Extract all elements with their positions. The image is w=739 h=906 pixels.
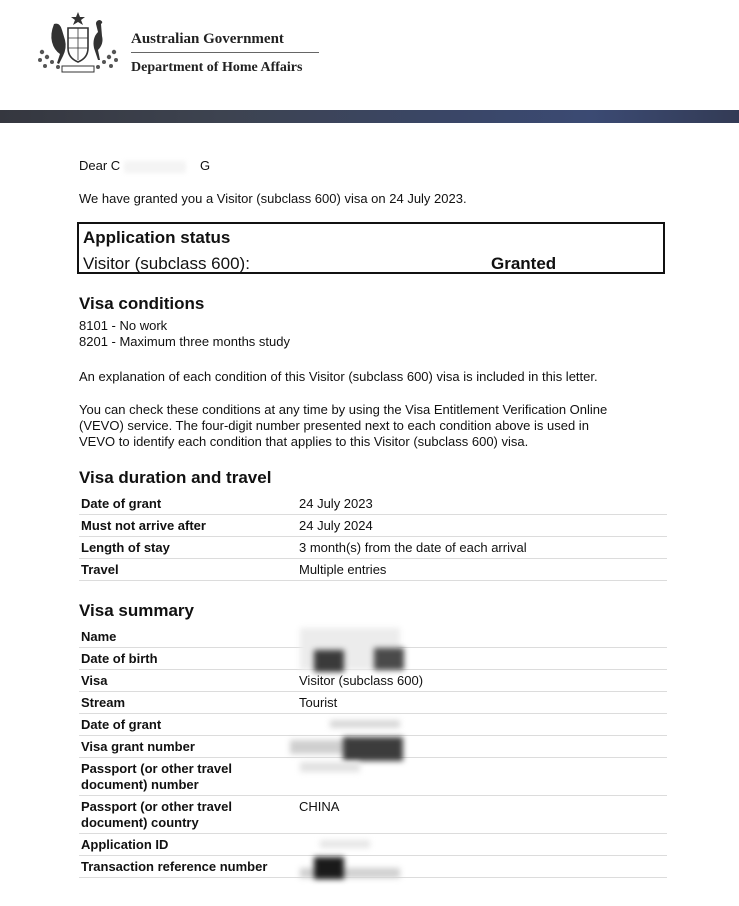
redaction [343, 737, 403, 761]
row-label: Transaction reference number [79, 856, 297, 878]
row-label: Length of stay [79, 537, 297, 559]
row-label: Visa grant number [79, 736, 297, 758]
row-label: Date of grant [79, 714, 297, 736]
department-label: Department of Home Affairs [131, 60, 303, 75]
greeting [79, 158, 186, 174]
table-row [79, 670, 667, 692]
status-heading: Application status [83, 228, 231, 247]
row-label: Date of birth [79, 648, 297, 670]
condition-item: 8201 - Maximum three months study [79, 334, 290, 349]
agency-divider [131, 52, 319, 53]
government-label: Australian Government [131, 31, 284, 47]
table-row [79, 692, 667, 714]
row-label: Stream [79, 692, 297, 714]
vevo-line-1: You can check these conditions at any time by using the Visa Entitlement Verification Online [79, 402, 608, 417]
conditions-explanation: An explanation of each condition of this Visitor (subclass 600) visa is included in this letter. [79, 369, 598, 384]
row-value: CHINA [297, 796, 667, 834]
letterhead [0, 0, 739, 100]
status-value: Granted [491, 254, 557, 273]
greeting-suffix: G [200, 158, 211, 173]
table-row [79, 559, 667, 581]
redaction [320, 840, 370, 848]
application-status-box [77, 222, 665, 274]
redaction [330, 720, 400, 728]
row-label: Passport (or other travel document) country [79, 796, 297, 834]
visa-conditions-heading: Visa conditions [79, 294, 205, 313]
status-visa-label: Visitor (subclass 600): [83, 254, 250, 273]
row-value: Tourist [297, 692, 667, 714]
table-row [79, 537, 667, 559]
table-row [79, 515, 667, 537]
row-value: Visitor (subclass 600) [297, 670, 667, 692]
redaction [300, 762, 360, 772]
row-label: Date of grant [79, 493, 297, 515]
redaction [290, 740, 350, 754]
grant-statement: We have granted you a Visitor (subclass 600) visa on 24 July 2023. [79, 191, 467, 206]
redaction [314, 650, 344, 672]
row-value: Multiple entries [297, 559, 667, 581]
row-label: Application ID [79, 834, 297, 856]
table-row [79, 796, 667, 834]
row-value: 3 month(s) from the date of each arrival [297, 537, 667, 559]
greeting-prefix: Dear C [79, 158, 121, 173]
visa-duration-heading: Visa duration and travel [79, 468, 272, 487]
redaction [314, 857, 344, 879]
coat-of-arms-icon [32, 10, 124, 76]
vevo-line-2: (VEVO) service. The four-digit number presented next to each condition above is used in [79, 418, 589, 433]
condition-item: 8101 - No work [79, 318, 168, 333]
table-row [79, 758, 667, 796]
redaction [374, 648, 404, 670]
table-row [79, 834, 667, 856]
visa-summary-heading: Visa summary [79, 601, 194, 620]
row-label: Travel [79, 559, 297, 581]
row-value: 24 July 2024 [297, 515, 667, 537]
duration-table [79, 493, 667, 581]
table-row [79, 493, 667, 515]
row-label: Must not arrive after [79, 515, 297, 537]
redacted-name [124, 161, 186, 173]
header-band [0, 110, 739, 123]
row-label: Visa [79, 670, 297, 692]
row-value: 24 July 2023 [297, 493, 667, 515]
agency-name [131, 29, 319, 77]
row-label: Passport (or other travel document) number [79, 758, 297, 796]
row-label: Name [79, 626, 297, 648]
vevo-line-3: VEVO to identify each condition that applies to this Visitor (subclass 600) visa. [79, 434, 529, 449]
